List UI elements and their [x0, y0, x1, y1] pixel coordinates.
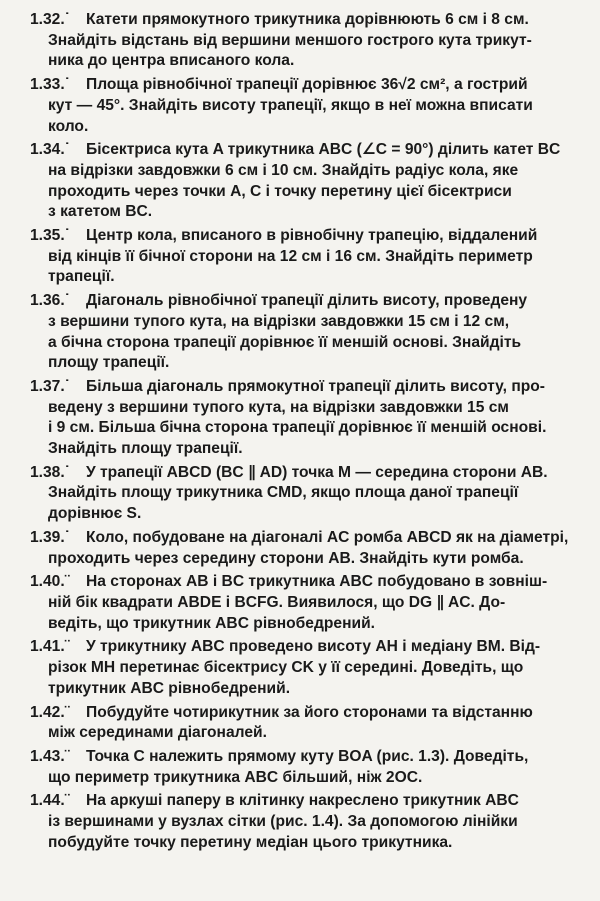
problem-number: 1.42.¨ — [30, 703, 70, 721]
problem-text-line: з катетом BC. — [48, 203, 153, 221]
problem-text-line: трапеції. — [48, 268, 115, 286]
problem-item — [30, 637, 588, 699]
problem-text-line: Знайдіть площу трапеції. — [48, 440, 243, 458]
problem-text-line: Знайдіть площу трикутника CMD, якщо площа даної трапеції — [48, 484, 519, 502]
problem-number: 1.38.˙ — [30, 463, 70, 481]
problem-number: 1.36.˙ — [30, 292, 70, 310]
problem-item — [30, 703, 588, 744]
problem-text-line: площу трапеції. — [48, 354, 170, 372]
problem-item — [30, 791, 588, 853]
problem-text-line: із вершинами у вузлах сітки (рис. 1.4). За допомогою лінійки — [48, 813, 518, 831]
problem-text-line: з вершини тупого кута, на відрізки завдовжки 15 см і 12 см, — [48, 312, 510, 330]
problem-number: 1.35.˙ — [30, 227, 70, 245]
problem-item — [30, 528, 588, 569]
problem-text-line: Площа рівнобічної трапеції дорівнює 36√2 см², а гострий — [86, 76, 528, 94]
problem-text-line: Центр кола, вписаного в рівнобічну трапецію, віддалений — [86, 227, 538, 245]
problem-number: 1.44.¨ — [30, 792, 70, 810]
problem-item — [30, 463, 588, 525]
problem-number: 1.43.¨ — [30, 747, 70, 765]
problem-text-line: між серединами діагоналей. — [48, 724, 267, 742]
problem-number: 1.34.˙ — [30, 141, 70, 159]
problem-text-line: У трикутнику ABC проведено висоту AH і медіану BM. Від- — [86, 638, 541, 656]
problem-item — [30, 572, 588, 634]
problem-text-line: ведіть, що трикутник ABC рівнобедрений. — [48, 614, 376, 632]
problem-text-line: Побудуйте чотирикутник за його сторонами та відстанню — [86, 703, 533, 721]
problem-item — [30, 291, 588, 374]
problem-text-line: Бісектриса кута A трикутника ABC (∠C = 90°) ділить катет BC — [86, 141, 561, 159]
problem-number: 1.33.˙ — [30, 76, 70, 94]
problem-text-line: різок MH перетинає бісектрису CK у її середині. Доведіть, що — [48, 659, 524, 677]
problem-text-line: а бічна сторона трапеції дорівнює її меншій основі. Знайдіть — [48, 333, 522, 351]
problem-text-line: трикутник ABC рівнобедрений. — [48, 679, 291, 697]
problem-number: 1.32.˙ — [30, 11, 70, 28]
problem-text-line: На аркуші паперу в клітинку накреслено трикутник ABC — [86, 792, 519, 810]
problem-text-line: на відрізки завдовжки 6 см і 10 см. Знайдіть радіус кола, яке — [48, 161, 519, 179]
problem-text-line: Діагональ рівнобічної трапеції ділить висоту, проведену — [86, 292, 528, 310]
problem-text-line: від кінців її бічної сторони на 12 см і 16 см. Знайдіть периметр — [48, 247, 533, 265]
problem-number: 1.41.¨ — [30, 638, 70, 656]
problem-text-line: На сторонах AB і BC трикутника ABC побудовано в зовніш- — [86, 573, 548, 591]
problem-number: 1.40.¨ — [30, 573, 70, 591]
problem-text-line: Більша діагональ прямокутної трапеції ділить висоту, про- — [86, 377, 546, 395]
problem-text-line: кут — 45°. Знайдіть висоту трапеції, якщо в неї можна вписати — [48, 96, 533, 114]
problem-text-line: коло. — [48, 117, 89, 135]
problem-text-line: ній бік квадрати ABDE і BCFG. Виявилося, що DG ∥ AC. До- — [48, 593, 506, 611]
problem-text-line: дорівнює S. — [48, 505, 142, 523]
problem-text-line: ника до центра вписаного кола. — [48, 52, 295, 70]
problem-text-line: Коло, побудоване на діагоналі AC ромба ABCD як на діаметрі, — [86, 528, 569, 546]
problem-text-line: що периметр трикутника ABC більший, ніж 2OC. — [48, 768, 423, 786]
problem-item — [30, 747, 588, 788]
problem-text-line: У трапеції ABCD (BC ∥ AD) точка M — середина сторони AB. — [86, 463, 548, 481]
problem-item — [30, 140, 588, 223]
problem-item — [30, 10, 588, 72]
problem-text-line: Катети прямокутного трикутника дорівнюють 6 см і 8 см. — [86, 11, 529, 28]
problem-text-line: і 9 см. Більша бічна сторона трапеції дорівнює її меншій основі. — [48, 419, 547, 437]
problem-text-line: проходить через середину сторони AB. Знайдіть кути ромба. — [48, 549, 524, 567]
problem-number: 1.39.˙ — [30, 528, 70, 546]
problem-text-line: побудуйте точку перетину медіан цього трикутника. — [48, 833, 453, 851]
problem-text-line: Знайдіть відстань від вершини меншого гострого кута трикут- — [48, 31, 532, 49]
problem-item — [30, 75, 588, 137]
problem-text-line: Точка C належить прямому куту BOA (рис. 1.3). Доведіть, — [86, 747, 529, 765]
problem-item — [30, 377, 588, 460]
problem-number: 1.37.˙ — [30, 377, 70, 395]
problem-text-line: проходить через точки A, C і точку перетину цієї бісектриси — [48, 182, 512, 200]
problem-item — [30, 226, 588, 288]
problem-text-line: ведену з вершини тупого кута, на відрізки завдовжки 15 см — [48, 398, 509, 416]
